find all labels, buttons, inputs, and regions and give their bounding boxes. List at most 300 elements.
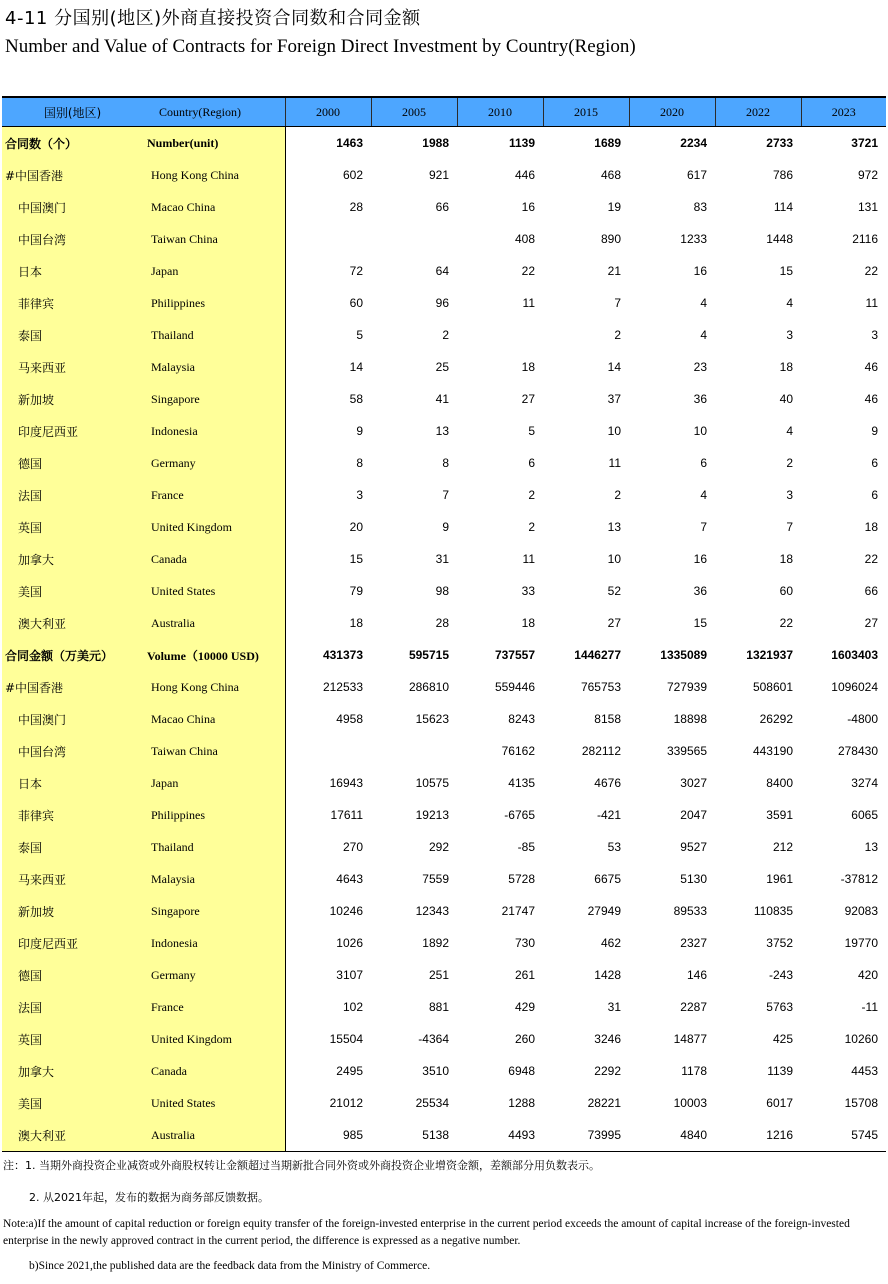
table-cell: 27 — [607, 616, 621, 630]
table-row — [2, 319, 886, 351]
table-row — [2, 159, 886, 191]
row-label-cn: 英国 — [2, 511, 143, 543]
table-cell: 1603403 — [831, 648, 878, 662]
table-cell: 737557 — [494, 648, 535, 662]
row-label-cn: #中国香港 — [2, 159, 143, 191]
row-label-cn: 印度尼西亚 — [2, 927, 143, 959]
table-cell: 18 — [349, 616, 363, 630]
table-cell: 8158 — [594, 712, 621, 726]
table-row — [2, 863, 886, 895]
table-cell: -11 — [861, 1000, 878, 1014]
table-cell: -4364 — [418, 1032, 449, 1046]
row-label-cn: 法国 — [2, 479, 143, 511]
table-cell: 16 — [693, 552, 707, 566]
table-cell: 1026 — [336, 936, 363, 950]
table-cell: 66 — [864, 584, 878, 598]
table-cell: 4840 — [629, 1119, 715, 1152]
table-cell: 2234 — [680, 136, 707, 150]
table-cell: -37812 — [840, 872, 878, 886]
table-cell: -4800 — [847, 712, 878, 726]
table-cell: 7 — [614, 296, 621, 310]
table-row — [2, 415, 886, 447]
row-label-en: Hong Kong China — [143, 159, 285, 191]
table-row — [2, 479, 886, 511]
table-cell: 15 — [349, 552, 363, 566]
table-cell: 37 — [607, 392, 621, 406]
table-cell: 6 — [871, 456, 878, 470]
row-label-en: Macao China — [143, 703, 285, 735]
table-cell: 53 — [607, 840, 621, 854]
table-cell: 6 — [528, 456, 535, 470]
table-cell: 3510 — [422, 1064, 449, 1078]
table-cell: 2495 — [336, 1064, 363, 1078]
table-cell: -85 — [517, 840, 535, 854]
table-row — [2, 191, 886, 223]
table-row — [2, 255, 886, 287]
table-cell: 11 — [608, 456, 621, 470]
table-cell: 146 — [686, 968, 707, 982]
table-row — [2, 607, 886, 639]
table-cell: 15623 — [415, 712, 449, 726]
table-cell: 5 — [528, 424, 535, 438]
row-label-en: Japan — [143, 767, 285, 799]
row-label-cn: #中国香港 — [2, 671, 143, 703]
table-cell: 3027 — [680, 776, 707, 790]
table-body — [2, 127, 886, 1152]
table-cell: 98 — [435, 584, 449, 598]
table-cell: 131 — [857, 200, 878, 214]
table-cell: 6 — [700, 456, 707, 470]
table-cell: 19770 — [844, 936, 878, 950]
table-cell: 8 — [356, 456, 363, 470]
table-cell: 4453 — [851, 1064, 878, 1078]
table-cell: 11 — [865, 296, 878, 310]
table-cell: 1096024 — [831, 680, 878, 694]
header-year: 2023 — [801, 97, 886, 127]
note-en-2: b)Since 2021,the published data are the feedback data from the Ministry of Commerce. — [29, 1260, 431, 1272]
table-cell: -421 — [596, 808, 621, 822]
table-cell: 4958 — [336, 712, 363, 726]
table-cell: 5745 — [801, 1119, 886, 1152]
row-label-cn: 合同数（个） — [2, 127, 143, 160]
table-cell: 429 — [514, 1000, 535, 1014]
note-cn-1: 注：1. 当期外商投资企业减资或外商股权转让金额超过当期新批合同外资或外商投资企业增资金额，差额部分用负数表示。 — [3, 1159, 600, 1172]
table-cell: 4 — [700, 328, 707, 342]
table-cell: 595715 — [408, 648, 449, 662]
table-cell: 3 — [871, 328, 878, 342]
row-label-en: Indonesia — [143, 927, 285, 959]
table-cell: 212 — [772, 840, 793, 854]
table-cell: 10003 — [673, 1096, 707, 1110]
table-cell: 339565 — [666, 744, 707, 758]
table-cell: 33 — [521, 584, 535, 598]
table-cell: 23 — [693, 360, 707, 374]
row-label-en: United States — [143, 575, 285, 607]
row-label-en: Singapore — [143, 895, 285, 927]
table-cell: 17611 — [330, 808, 363, 822]
table-cell — [285, 223, 371, 255]
table-cell: 22 — [864, 552, 878, 566]
row-label-en: France — [143, 991, 285, 1023]
table-cell: 64 — [435, 264, 449, 278]
row-label-cn: 德国 — [2, 447, 143, 479]
table-cell: 25 — [435, 360, 449, 374]
table-cell: 9527 — [680, 840, 707, 854]
table-row — [2, 703, 886, 735]
table-cell: 83 — [693, 200, 707, 214]
table-row — [2, 895, 886, 927]
table-cell: 16 — [521, 200, 535, 214]
row-label-en: Indonesia — [143, 415, 285, 447]
table-row — [2, 543, 886, 575]
row-label-cn: 法国 — [2, 991, 143, 1023]
row-label-cn: 菲律宾 — [2, 287, 143, 319]
table-cell: 20 — [349, 520, 363, 534]
table-cell: 10575 — [415, 776, 449, 790]
row-label-en: Australia — [143, 607, 285, 639]
row-label-cn: 新加坡 — [2, 895, 143, 927]
row-label-cn: 印度尼西亚 — [2, 415, 143, 447]
table-cell: 12343 — [415, 904, 449, 918]
table-cell: 7559 — [422, 872, 449, 886]
table-cell: 4493 — [457, 1119, 543, 1152]
header-year: 2010 — [457, 97, 543, 127]
table-cell: 270 — [342, 840, 363, 854]
table-cell: 5138 — [371, 1119, 457, 1152]
table-cell: 4643 — [336, 872, 363, 886]
table-cell: 1961 — [766, 872, 793, 886]
table-cell: 19 — [607, 200, 621, 214]
table-cell: 15 — [779, 264, 793, 278]
table-cell: 2 — [614, 328, 621, 342]
table-cell: 110835 — [753, 904, 793, 918]
row-label-en: Canada — [143, 543, 285, 575]
table-cell: 4 — [786, 296, 793, 310]
table-cell: 1335089 — [660, 648, 707, 662]
table-cell: 40 — [779, 392, 793, 406]
header-year: 2015 — [543, 97, 629, 127]
table-cell: 617 — [686, 168, 707, 182]
row-label-en: Thailand — [143, 319, 285, 351]
table-cell: 1178 — [681, 1064, 707, 1078]
table-cell: 72 — [349, 264, 363, 278]
table-cell: 443190 — [752, 744, 793, 758]
table-cell: 251 — [428, 968, 449, 982]
table-row — [2, 1023, 886, 1055]
table-cell: 4 — [700, 296, 707, 310]
header-country-en: Country(Region) — [143, 97, 285, 127]
row-label-en: United Kingdom — [143, 511, 285, 543]
header-year: 2020 — [629, 97, 715, 127]
row-label-cn: 美国 — [2, 575, 143, 607]
table-cell: 4135 — [508, 776, 535, 790]
table-cell: 5728 — [508, 872, 535, 886]
table-cell: 2 — [528, 520, 535, 534]
table-cell: 1321937 — [746, 648, 793, 662]
row-label-cn: 德国 — [2, 959, 143, 991]
header-country-cn: 国别(地区) — [2, 97, 143, 127]
row-label-en: Japan — [143, 255, 285, 287]
table-cell: 2287 — [680, 1000, 707, 1014]
table-cell: 212533 — [322, 680, 363, 694]
table-cell: 52 — [607, 584, 621, 598]
table-cell: 102 — [342, 1000, 363, 1014]
table-cell: 3246 — [594, 1032, 621, 1046]
table-row — [2, 959, 886, 991]
table-cell: 1892 — [422, 936, 449, 950]
table-cell: 14877 — [673, 1032, 707, 1046]
row-label-en: France — [143, 479, 285, 511]
table-cell: 7 — [700, 520, 707, 534]
table-cell: 66 — [435, 200, 449, 214]
row-label-cn: 美国 — [2, 1087, 143, 1119]
row-label-cn: 合同金额（万美元） — [2, 639, 143, 671]
table-row — [2, 383, 886, 415]
table-cell: 28 — [435, 616, 449, 630]
table-cell: 425 — [772, 1032, 793, 1046]
row-label-en: Macao China — [143, 191, 285, 223]
row-label-en: Hong Kong China — [143, 671, 285, 703]
row-label-cn: 加拿大 — [2, 1055, 143, 1087]
table-cell: 16943 — [329, 776, 363, 790]
table-cell: 278430 — [837, 744, 878, 758]
table-cell: 25534 — [415, 1096, 449, 1110]
row-label-cn: 马来西亚 — [2, 351, 143, 383]
table-cell: 2327 — [680, 936, 707, 950]
table-cell: 1446277 — [574, 648, 621, 662]
row-label-cn: 中国澳门 — [2, 191, 143, 223]
table-cell: 1139 — [767, 1064, 793, 1078]
table-cell: 508601 — [752, 680, 793, 694]
data-table — [2, 96, 886, 1152]
table-cell: 2733 — [766, 136, 793, 150]
table-cell: 11 — [522, 552, 535, 566]
table-cell: 446 — [514, 168, 535, 182]
table-cell: 15504 — [329, 1032, 363, 1046]
row-label-cn: 澳大利亚 — [2, 1119, 143, 1152]
table-cell: 58 — [349, 392, 363, 406]
table-cell: 41 — [435, 392, 449, 406]
table-cell: 10 — [607, 424, 621, 438]
table-cell: 14 — [349, 360, 363, 374]
table-cell: 7 — [442, 488, 449, 502]
table-row — [2, 1119, 886, 1152]
table-cell: 602 — [342, 168, 363, 182]
header-year: 2000 — [285, 97, 371, 127]
table-total-row — [2, 127, 886, 160]
row-label-cn: 日本 — [2, 255, 143, 287]
row-label-cn: 加拿大 — [2, 543, 143, 575]
row-label-en: Singapore — [143, 383, 285, 415]
table-row — [2, 1087, 886, 1119]
table-row — [2, 511, 886, 543]
table-row — [2, 991, 886, 1023]
table-cell: 765753 — [580, 680, 621, 694]
table-cell: 21012 — [329, 1096, 363, 1110]
table-cell: 6065 — [851, 808, 878, 822]
table-cell: 985 — [285, 1119, 371, 1152]
table-cell: 60 — [779, 584, 793, 598]
table-cell: 2 — [442, 328, 449, 342]
table-cell: 13 — [607, 520, 621, 534]
table-cell: 3107 — [336, 968, 363, 982]
table-cell — [457, 319, 543, 351]
table-cell: 5763 — [766, 1000, 793, 1014]
table-cell: 3591 — [766, 808, 793, 822]
table-cell: 727939 — [666, 680, 707, 694]
table-cell: 8 — [442, 456, 449, 470]
page-title-en: Number and Value of Contracts for Foreign Direct Investment by Country(Region) — [5, 36, 636, 57]
table-cell: 559446 — [494, 680, 535, 694]
table-cell: 14 — [607, 360, 621, 374]
row-label-cn: 泰国 — [2, 831, 143, 863]
note-en-1: Note:a)If the amount of capital reduction or foreign equity transfer of the foreign-invested enterprise in the current period exceeds the amount of capital increase of the foreign-invested enterprise in the newly approved contract in the current period, the difference is expressed as a negative number. — [3, 1218, 850, 1247]
table-cell: 1448 — [766, 232, 793, 246]
table-cell: 4 — [700, 488, 707, 502]
table-cell: 31 — [435, 552, 449, 566]
table-cell: -243 — [768, 968, 793, 982]
table-cell: 5130 — [680, 872, 707, 886]
table-cell: 408 — [514, 232, 535, 246]
table-row — [2, 735, 886, 767]
table-cell: 79 — [349, 584, 363, 598]
note-cn-2: 2. 从2021年起，发布的数据为商务部反馈数据。 — [29, 1191, 269, 1204]
table-cell: 3274 — [851, 776, 878, 790]
table-cell: 260 — [514, 1032, 535, 1046]
table-cell: 261 — [514, 968, 535, 982]
row-label-cn: 泰国 — [2, 319, 143, 351]
table-cell: 3 — [356, 488, 363, 502]
table-cell: 2 — [614, 488, 621, 502]
table-cell: 3721 — [851, 136, 878, 150]
row-label-cn: 日本 — [2, 767, 143, 799]
table-cell: 19213 — [415, 808, 449, 822]
table-cell: 15 — [693, 616, 707, 630]
table-row — [2, 927, 886, 959]
table-cell: 27 — [864, 616, 878, 630]
table-cell: 3752 — [766, 936, 793, 950]
table-cell: 462 — [600, 936, 621, 950]
table-cell: 36 — [693, 392, 707, 406]
row-label-en: Taiwan China — [143, 735, 285, 767]
table-row — [2, 831, 886, 863]
table-cell: 114 — [773, 200, 793, 214]
table-cell: 10260 — [844, 1032, 878, 1046]
table-cell — [371, 223, 457, 255]
row-label-cn: 菲律宾 — [2, 799, 143, 831]
table-cell: 10 — [693, 424, 707, 438]
table-cell: 21 — [607, 264, 621, 278]
row-label-en: Australia — [143, 1119, 285, 1152]
table-cell: 4676 — [594, 776, 621, 790]
table-cell: 76162 — [501, 744, 535, 758]
row-label-en: Malaysia — [143, 351, 285, 383]
row-label-en: Germany — [143, 959, 285, 991]
table-cell: 6 — [871, 488, 878, 502]
row-label-en: Volume（10000 USD) — [143, 639, 285, 671]
table-cell: 468 — [600, 168, 621, 182]
row-label-cn: 中国台湾 — [2, 735, 143, 767]
table-cell: 22 — [779, 616, 793, 630]
row-label-en: Thailand — [143, 831, 285, 863]
table-cell: 1463 — [336, 136, 363, 150]
table-row — [2, 767, 886, 799]
table-cell: 18898 — [673, 712, 707, 726]
table-cell: 18 — [864, 520, 878, 534]
table-cell: 46 — [864, 392, 878, 406]
table-cell: 9 — [871, 424, 878, 438]
table-cell: 1288 — [508, 1096, 535, 1110]
header-year: 2005 — [371, 97, 457, 127]
header-year: 2022 — [715, 97, 801, 127]
table-row — [2, 447, 886, 479]
table-cell: 89533 — [673, 904, 707, 918]
table-row — [2, 351, 886, 383]
table-row — [2, 671, 886, 703]
table-cell: 1139 — [508, 136, 535, 150]
table-cell: 36 — [693, 584, 707, 598]
table-cell: 292 — [428, 840, 449, 854]
table-cell: 21747 — [501, 904, 535, 918]
table-cell: 18 — [779, 552, 793, 566]
table-cell: 11 — [522, 296, 535, 310]
table-cell: 22 — [864, 264, 878, 278]
table-cell: 9 — [356, 424, 363, 438]
table-cell — [285, 735, 371, 767]
table-cell: 9 — [442, 520, 449, 534]
table-cell: 286810 — [408, 680, 449, 694]
table-cell: 730 — [514, 936, 535, 950]
row-label-en: Germany — [143, 447, 285, 479]
table-cell: 1428 — [594, 968, 621, 982]
table-row — [2, 575, 886, 607]
table-cell: 27 — [521, 392, 535, 406]
table-cell: 6675 — [594, 872, 621, 886]
table-cell: 2116 — [852, 232, 878, 246]
row-label-cn: 澳大利亚 — [2, 607, 143, 639]
table-cell: 2292 — [594, 1064, 621, 1078]
table-cell: 420 — [857, 968, 878, 982]
table-row — [2, 799, 886, 831]
table-cell: 31 — [607, 1000, 621, 1014]
table-cell: 1233 — [680, 232, 707, 246]
row-label-cn: 中国澳门 — [2, 703, 143, 735]
table-total-row — [2, 639, 886, 671]
table-cell: 18 — [779, 360, 793, 374]
table-cell: 3 — [786, 328, 793, 342]
table-cell: 972 — [857, 168, 878, 182]
table-cell: -6765 — [504, 808, 535, 822]
table-cell: 96 — [435, 296, 449, 310]
table-cell: 1689 — [594, 136, 621, 150]
row-label-cn: 马来西亚 — [2, 863, 143, 895]
table-cell: 13 — [864, 840, 878, 854]
row-label-en: Canada — [143, 1055, 285, 1087]
row-label-cn: 中国台湾 — [2, 223, 143, 255]
table-cell: 6948 — [508, 1064, 535, 1078]
table-cell: 27949 — [587, 904, 621, 918]
table-cell: 16 — [693, 264, 707, 278]
table-cell: 881 — [428, 1000, 449, 1014]
table-cell: 46 — [864, 360, 878, 374]
row-label-en: Malaysia — [143, 863, 285, 895]
table-cell: 5 — [356, 328, 363, 342]
table-cell: 1988 — [422, 136, 449, 150]
table-cell: 10 — [607, 552, 621, 566]
table-cell: 13 — [435, 424, 449, 438]
table-cell: 60 — [349, 296, 363, 310]
table-cell: 26292 — [759, 712, 793, 726]
